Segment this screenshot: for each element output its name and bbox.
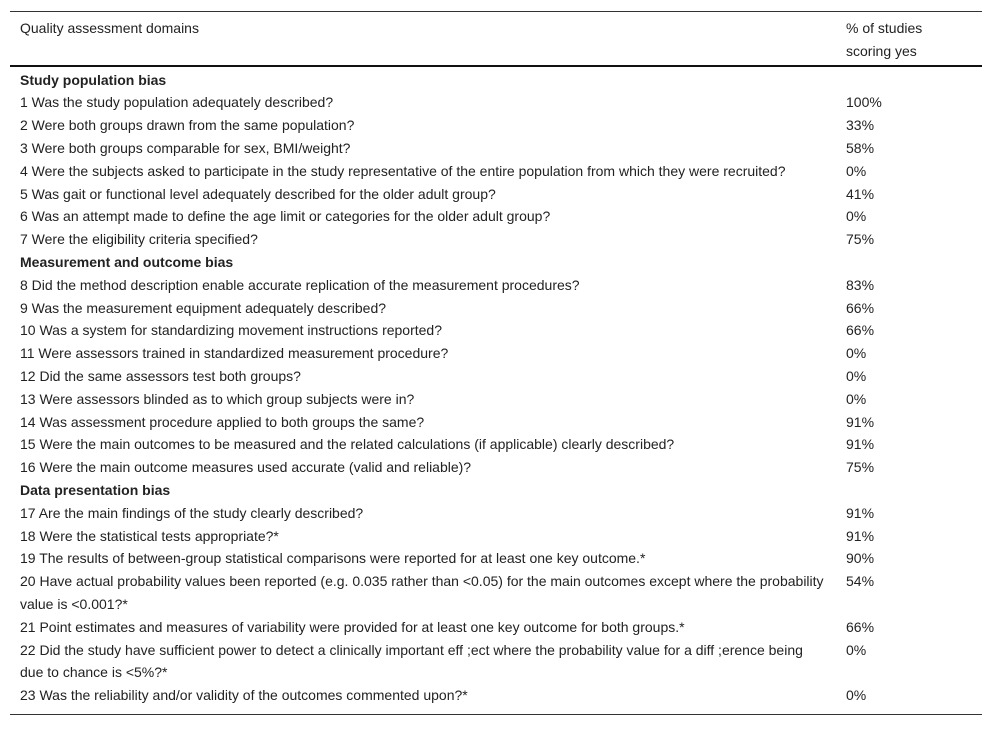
table-row	[10, 342, 982, 365]
question-cell: 4 Were the subjects asked to participate in the study representative of the entire population from which they were recruited?	[20, 162, 786, 179]
table-row	[10, 525, 982, 548]
question-cell: 5 Was gait or functional level adequately described for the older adult group?	[20, 185, 496, 202]
table-row	[10, 183, 982, 206]
table-row	[10, 570, 982, 616]
question-cell: 23 Was the reliability and/or validity of the outcomes commented upon?*	[20, 687, 468, 704]
percent-cell: 66%	[846, 299, 875, 316]
percent-cell: 75%	[846, 231, 875, 248]
quality-assessment-table	[10, 11, 982, 715]
table-row	[10, 388, 982, 411]
table-row	[10, 433, 982, 456]
header-percent	[836, 12, 982, 66]
percent-cell: 54%	[846, 573, 875, 590]
percent-cell: 0%	[846, 208, 867, 225]
percent-cell: 0%	[846, 390, 867, 407]
table-row	[10, 160, 982, 183]
question-cell: 10 Was a system for standardizing movement instructions reported?	[20, 322, 443, 339]
section-title: Measurement and outcome bias	[20, 253, 234, 270]
question-cell: 19 The results of between-group statistical comparisons were reported for at least one key outcome.*	[20, 550, 646, 567]
percent-cell: 66%	[846, 322, 875, 339]
percent-cell: 83%	[846, 276, 875, 293]
table-row	[10, 365, 982, 388]
table-row	[10, 91, 982, 114]
percent-cell: 91%	[846, 527, 875, 544]
header-domains: Quality assessment domains	[10, 12, 836, 66]
question-cell: 15 Were the main outcomes to be measured and the related calculations (if applicable) clearly described?	[20, 436, 675, 453]
table-row	[10, 274, 982, 297]
table-row	[10, 411, 982, 434]
table-row	[10, 502, 982, 525]
section-row	[10, 251, 982, 274]
table-row	[10, 616, 982, 639]
question-cell: 18 Were the statistical tests appropriate?*	[20, 527, 279, 544]
question-cell: 7 Were the eligibility criteria specified?	[20, 231, 258, 248]
question-cell: 16 Were the main outcome measures used accurate (valid and reliable)?	[20, 459, 472, 476]
table-row	[10, 297, 982, 320]
table-row	[10, 319, 982, 342]
question-cell: 21 Point estimates and measures of variability were provided for at least one key outcome for both groups.*	[20, 618, 685, 635]
percent-cell: 91%	[846, 504, 875, 521]
percent-cell: 0%	[846, 641, 867, 658]
percent-cell: 90%	[846, 550, 875, 567]
section-row	[10, 66, 982, 92]
question-cell: 17 Are the main findings of the study clearly described?	[20, 504, 364, 521]
question-cell: 6 Was an attempt made to define the age limit or categories for the older adult group?	[20, 208, 551, 225]
table-row	[10, 684, 982, 714]
percent-cell: 91%	[846, 436, 875, 453]
percent-cell: 100%	[846, 94, 882, 111]
question-cell: 1 Was the study population adequately described?	[20, 94, 334, 111]
percent-cell: 41%	[846, 185, 875, 202]
table-row	[10, 228, 982, 251]
section-row	[10, 479, 982, 502]
question-cell: 8 Did the method description enable accurate replication of the measurement procedures?	[20, 276, 580, 293]
table-row	[10, 456, 982, 479]
table-row	[10, 137, 982, 160]
percent-cell: 75%	[846, 459, 875, 476]
percent-cell: 33%	[846, 117, 875, 134]
question-cell: 20 Have actual probability values been reported (e.g. 0.035 rather than <0.05) for the main outcomes except where the probability value is <0.001?*	[20, 573, 824, 612]
header-percent-line1: % of studies	[846, 20, 923, 36]
header-percent-line2: scoring yes	[846, 42, 917, 59]
question-cell: 12 Did the same assessors test both groups?	[20, 367, 301, 384]
question-cell: 13 Were assessors blinded as to which group subjects were in?	[20, 390, 415, 407]
question-cell: 9 Was the measurement equipment adequately described?	[20, 299, 387, 316]
percent-cell: 58%	[846, 139, 875, 156]
table-row	[10, 639, 982, 685]
question-cell: 11 Were assessors trained in standardized measurement procedure?	[20, 345, 449, 362]
table-row	[10, 114, 982, 137]
section-title: Data presentation bias	[20, 481, 171, 498]
question-cell: 22 Did the study have sufficient power to detect a clinically important eff ;ect where the probability value for a diff ;erence being due to chance is <5%?*	[20, 641, 803, 681]
table-body	[10, 66, 982, 715]
section-title: Study population bias	[20, 71, 167, 88]
percent-cell: 0%	[846, 345, 867, 362]
header-row	[10, 12, 982, 66]
table-row	[10, 547, 982, 570]
percent-cell: 0%	[846, 687, 867, 704]
question-cell: 2 Were both groups drawn from the same population?	[20, 117, 355, 134]
percent-cell: 0%	[846, 162, 867, 179]
question-cell: 14 Was assessment procedure applied to both groups the same?	[20, 413, 425, 430]
table-row	[10, 205, 982, 228]
percent-cell: 66%	[846, 618, 875, 635]
percent-cell: 91%	[846, 413, 875, 430]
percent-cell: 0%	[846, 367, 867, 384]
question-cell: 3 Were both groups comparable for sex, BMI/weight?	[20, 139, 351, 156]
